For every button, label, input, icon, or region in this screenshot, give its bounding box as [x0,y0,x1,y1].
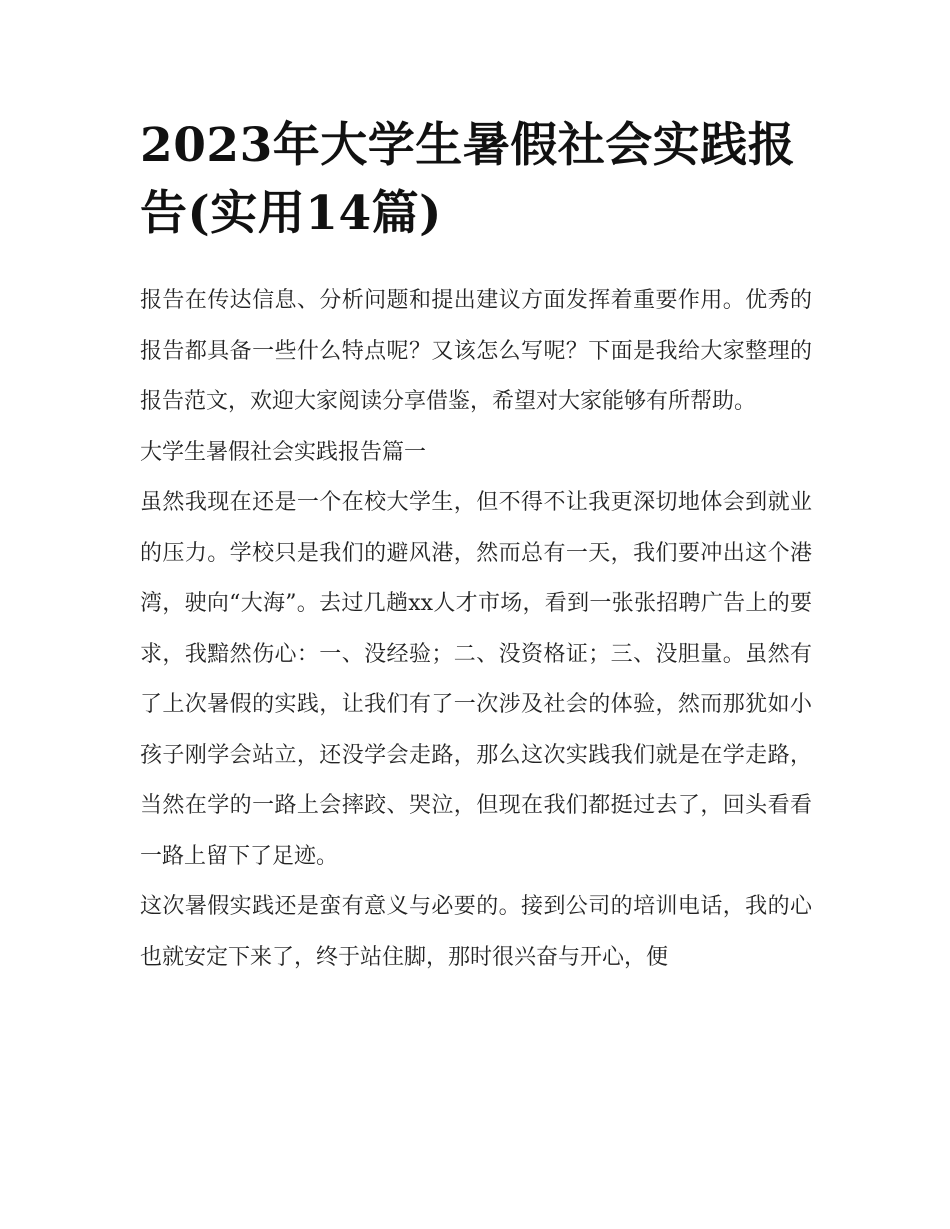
intro-paragraph: 报告在传达信息、分析问题和提出建议方面发挥着重要作用。优秀的报告都具备一些什么特点呢？又该怎么写呢？下面是我给大家整理的报告范文，欢迎大家阅读分享借鉴，希望对大家能够有所帮助。 [140,288,812,414]
body-paragraph: 这次暑假实践还是蛮有意义与必要的。接到公司的培训电话，我的心也就安定下来了，终于站住脚，那时很兴奋与开心，便 [140,894,812,970]
body-paragraph: 虽然我现在还是一个在校大学生，但不得不让我更深切地体会到就业的压力。学校只是我们的避风港，然而总有一天，我们要冲出这个港湾，驶向“大海”。去过几趟xx人才市场，看到一张张招聘广告上的要求，我黯然伤心：一、没经验；二、没资格证；三、没胆量。虽然有了上次暑假的实践，让我们有了一次涉及社会的体验，然而那犹如小孩子刚学会站立，还没学会走路，那么这次实践我们就是在学走路，当然在学的一路上会摔跤、哭泣，但现在我们都挺过去了，回头看看一路上留下了足迹。 [140,490,812,869]
section-heading: 大学生暑假社会实践报告篇一 [140,439,427,465]
document-body [140,276,812,983]
document-title: 2023年大学生暑假社会实践报告(实用14篇) [140,118,796,241]
document-page [140,112,812,983]
